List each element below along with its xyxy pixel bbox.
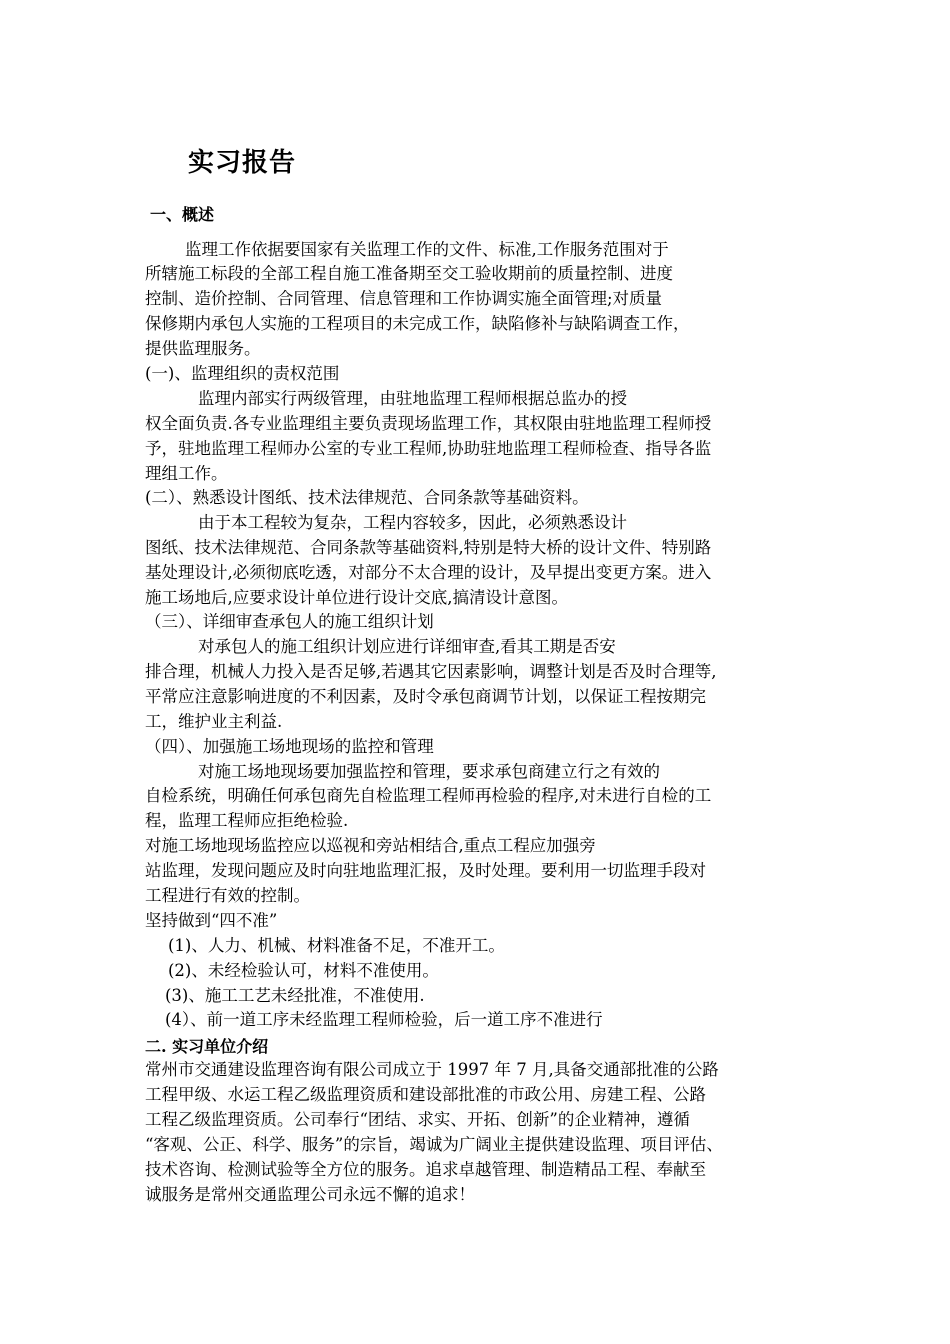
body-line: 图纸、技术法律规范、合同条款等基础资料,特别是特大桥的设计文件、特别路 <box>145 538 712 557</box>
body-line: 监理内部实行两级管理，由驻地监理工程师根据总监办的授 <box>198 389 627 408</box>
body-line: 基处理设计,必须彻底吃透，对部分不太合理的设计，及早提出变更方案。进入 <box>145 563 712 582</box>
subsection-heading: （四）、加强施工场地现场的监控和管理 <box>145 737 434 756</box>
body-line: 理组工作。 <box>145 464 228 483</box>
body-line: 所辖施工标段的全部工程自施工准备期至交工验收期前的质量控制、进度 <box>145 264 673 283</box>
body-line: 工程进行有效的控制。 <box>145 886 310 905</box>
body-line: 监理工作依据要国家有关监理工作的文件、标准,工作服务范围对于 <box>185 240 669 259</box>
body-line: 自检系统，明确任何承包商先自检监理工程师再检验的程序,对未进行自检的工 <box>145 786 712 805</box>
body-line: 坚持做到“四不准” <box>145 911 278 930</box>
body-line: 常州市交通建设监理咨询有限公司成立于 1997 年 7 月,具备交通部批准的公路 <box>145 1060 719 1079</box>
body-line: 程，监理工程师应拒绝检验. <box>145 811 349 830</box>
body-line: 对承包人的施工组织计划应进行详细审查,看其工期是否安 <box>198 637 616 656</box>
body-line: 予，驻地监理工程师办公室的专业工程师,协助驻地监理工程师检查、指导各监 <box>145 439 712 458</box>
body-line: 对施工场地现场监控应以巡视和旁站相结合,重点工程应加强旁 <box>145 836 596 855</box>
body-line: 提供监理服务。 <box>145 339 261 358</box>
body-line: 工程乙级监理资质。公司奉行“团结、求实、开拓、创新”的企业精神，遵循 <box>145 1110 690 1129</box>
body-line: 对施工场地现场要加强监控和管理，要求承包商建立行之有效的 <box>198 762 660 781</box>
section-heading-overview: 一、概述 <box>150 205 215 224</box>
body-line: 站监理，发现问题应及时向驻地监理汇报，及时处理。要利用一切监理手段对 <box>145 861 706 880</box>
body-line: 由于本工程较为复杂，工程内容较多，因此，必须熟悉设计 <box>198 513 627 532</box>
body-line: 权全面负责.各专业监理组主要负责现场监理工作，其权限由驻地监理工程师授 <box>145 414 712 433</box>
section-heading-company: 二. 实习单位介绍 <box>145 1037 269 1056</box>
subsection-heading: (一)、监理组织的责权范围 <box>145 364 340 383</box>
body-line: 工，维护业主利益. <box>145 712 283 731</box>
list-item: (2)、未经检验认可，材料不准使用。 <box>168 961 439 980</box>
body-line: 施工场地后,应要求设计单位进行设计交底,搞清设计意图。 <box>145 588 568 607</box>
body-line: 排合理，机械人力投入是否足够,若遇其它因素影响，调整计划是否及时合理等, <box>145 662 717 681</box>
list-item: (4）、前一道工序未经监理工程师检验，后一道工序不准进行 <box>165 1010 603 1029</box>
body-line: 平常应注意影响进度的不利因素，及时令承包商调节计划，以保证工程按期完 <box>145 687 706 706</box>
list-item: (1)、人力、机械、材料准备不足，不准开工。 <box>168 936 505 955</box>
list-item: (3)、施工工艺未经批准，不准使用. <box>165 986 425 1005</box>
subsection-heading: (二）、熟悉设计图纸、技术法律规范、合同条款等基础资料。 <box>145 488 589 507</box>
body-line: 诚服务是常州交通监理公司永远不懈的追求！ <box>145 1185 475 1204</box>
subsection-heading: （三）、详细审查承包人的施工组织计划 <box>145 612 434 631</box>
body-line: 保修期内承包人实施的工程项目的未完成工作，缺陷修补与缺陷调查工作， <box>145 314 690 333</box>
body-line: 控制、造价控制、合同管理、信息管理和工作协调实施全面管理;对质量 <box>145 289 663 308</box>
body-line: 工程甲级、水运工程乙级监理资质和建设部批准的市政公用、房建工程、公路 <box>145 1085 706 1104</box>
body-line: “客观、公正、科学、服务”的宗旨，竭诚为广阔业主提供建设监理、项目评估、 <box>145 1135 723 1154</box>
body-line: 技术咨询、检测试验等全方位的服务。追求卓越管理、制造精品工程、奉献至 <box>145 1160 706 1179</box>
document-title: 实习报告 <box>188 148 297 178</box>
